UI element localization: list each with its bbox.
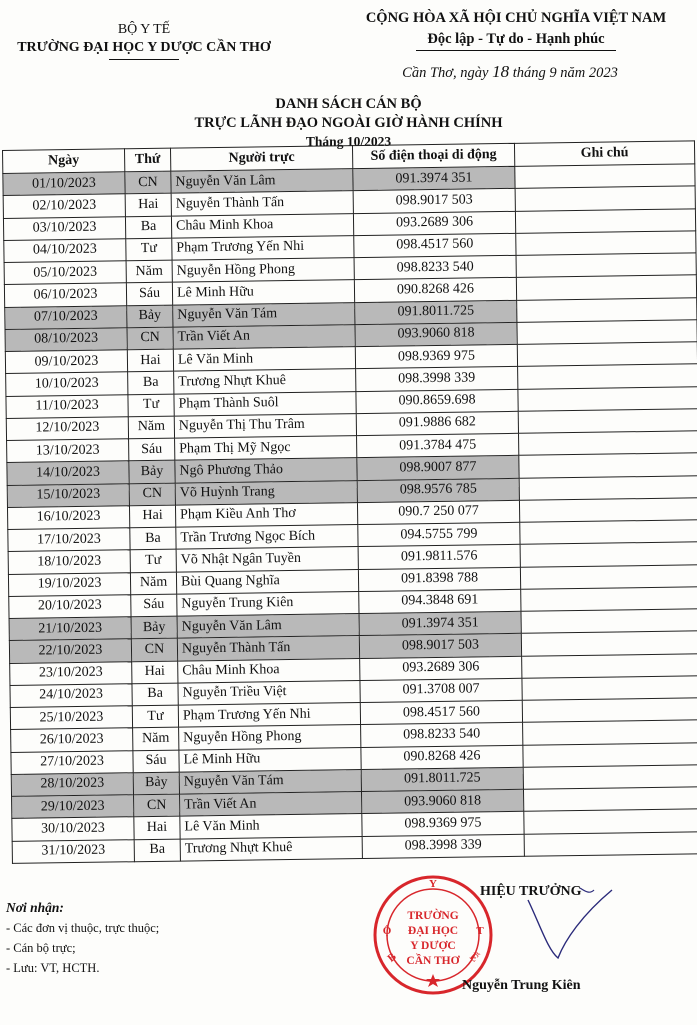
cell-person: Trương Nhựt Khuê [174, 369, 356, 394]
cell-person: Phạm Thành Suôl [174, 391, 356, 416]
cell-note [519, 475, 697, 500]
seal-ring-letter: Ế [467, 950, 481, 965]
header-date: Ngày [3, 149, 125, 174]
cell-weekday: Ba [132, 683, 178, 706]
cell-weekday: Tư [130, 549, 176, 572]
cell-note [515, 186, 695, 211]
national-header [336, 10, 696, 51]
cell-note [520, 520, 697, 545]
cell-person: Võ Nhật Ngân Tuyền [176, 547, 358, 572]
cell-phone: 093.2689 306 [360, 656, 522, 681]
cell-person: Trần Trương Ngọc Bích [176, 525, 358, 550]
cell-phone: 091.3784 475 [357, 433, 519, 458]
cell-phone: 098.3998 339 [356, 367, 518, 392]
cell-person: Lê Minh Hữu [179, 747, 361, 772]
cell-date: 26/10/2023 [11, 728, 133, 752]
cell-phone: 098.3998 339 [362, 834, 524, 859]
cell-weekday: Bảy [133, 772, 179, 795]
cell-date: 18/10/2023 [8, 550, 130, 574]
seal-star-icon [426, 974, 440, 987]
duty-roster-table [2, 140, 697, 863]
cell-note [519, 498, 697, 523]
cell-weekday: Ba [125, 216, 171, 239]
cell-phone: 091.3708 007 [360, 678, 522, 703]
cell-date: 25/10/2023 [10, 706, 132, 730]
recipient-item: - Cán bộ trực; [6, 941, 76, 955]
cell-person: Nguyễn Thành Tấn [171, 191, 353, 216]
cell-weekday: Năm [126, 260, 172, 283]
cell-phone: 091.3974 351 [353, 166, 515, 191]
cell-note [517, 342, 697, 367]
cell-weekday: CN [127, 327, 173, 350]
cell-note [524, 809, 697, 834]
cell-phone: 098.9369 975 [362, 812, 524, 837]
cell-note [516, 253, 696, 278]
cell-phone: 098.4517 560 [354, 233, 516, 258]
cell-phone: 093.9060 818 [355, 322, 517, 347]
cell-date: 11/10/2023 [6, 394, 128, 418]
cell-person: Trương Nhựt Khuê [180, 836, 362, 861]
header-weekday: Thứ [124, 148, 170, 172]
cell-weekday: Hai [132, 661, 178, 684]
cell-phone: 098.9017 503 [353, 189, 515, 214]
cell-date: 21/10/2023 [9, 617, 131, 641]
issue-date [360, 62, 660, 82]
cell-note [518, 409, 697, 434]
cell-weekday: Hai [129, 505, 175, 528]
cell-weekday: Bảy [127, 305, 173, 328]
cell-weekday: Bảy [129, 460, 175, 483]
national-motto: Độc lập - Tự do - Hạnh phúc [427, 31, 605, 47]
header-note: Ghi chú [514, 141, 694, 167]
cell-person: Nguyễn Hồng Phong [179, 725, 361, 750]
university-name: TRƯỜNG ĐẠI HỌC Y DƯỢC CẦN THƠ [17, 40, 271, 55]
cell-person: Phạm Thị Mỹ Ngọc [175, 436, 357, 461]
cell-date: 10/10/2023 [6, 372, 128, 396]
cell-phone: 098.4517 560 [360, 700, 522, 725]
seal-ring-letter: B [385, 950, 399, 965]
cell-weekday: Tư [126, 238, 172, 261]
cell-note [518, 364, 697, 389]
recipients-heading: Nơi nhận: [6, 900, 64, 915]
cell-note [522, 698, 697, 723]
cell-person: Nguyễn Văn Tám [179, 769, 361, 794]
cell-weekday: Hai [134, 816, 180, 839]
cell-date: 03/10/2023 [3, 216, 125, 240]
cell-weekday: Năm [133, 727, 179, 750]
cell-note [521, 587, 697, 612]
seal-ring-letter: Ộ [382, 925, 392, 937]
cell-date: 24/10/2023 [10, 683, 132, 707]
cell-person: Phạm Kiều Anh Thơ [175, 502, 357, 527]
cell-weekday: Ba [130, 527, 176, 550]
seal-ring-letter: T [476, 925, 484, 937]
cell-person: Lê Văn Minh [173, 347, 355, 372]
cell-weekday: CN [131, 638, 177, 661]
cell-date: 01/10/2023 [3, 172, 125, 196]
cell-note [522, 676, 697, 701]
cell-date: 22/10/2023 [9, 639, 131, 663]
cell-phone: 090.8268 426 [361, 745, 523, 770]
cell-person: Châu Minh Khoa [178, 658, 360, 683]
header-underline [109, 59, 179, 60]
cell-date: 13/10/2023 [7, 439, 129, 463]
cell-person: Châu Minh Khoa [171, 213, 353, 238]
cell-date: 29/10/2023 [12, 795, 134, 819]
date-prefix: Cần Thơ, ngày [402, 65, 489, 81]
cell-phone: 098.9576 785 [357, 478, 519, 503]
cell-person: Nguyễn Văn Tám [173, 302, 355, 327]
cell-phone: 098.9007 877 [357, 456, 519, 481]
cell-phone: 098.9369 975 [355, 344, 517, 369]
cell-weekday: Năm [130, 572, 176, 595]
cell-weekday: CN [129, 483, 175, 506]
cell-phone: 098.8233 540 [361, 723, 523, 748]
cell-person: Trần Viết An [173, 324, 355, 349]
cell-weekday: Sáu [133, 750, 179, 773]
republic-name: CỘNG HÒA XÃ HỘI CHỦ NGHĨA VIỆT NAM [365, 10, 667, 26]
cell-weekday: Tư [128, 394, 174, 417]
cell-weekday: Hai [125, 193, 171, 216]
cell-note [515, 164, 695, 189]
cell-phone: 091.3974 351 [359, 611, 521, 636]
cell-phone: 094.3848 691 [359, 589, 521, 614]
handwritten-signature [520, 880, 620, 970]
recipient-item: - Lưu: VT, HCTH. [6, 961, 100, 975]
cell-phone: 091.9886 682 [356, 411, 518, 436]
cell-date: 12/10/2023 [6, 417, 128, 441]
title-month: Tháng 10/2023 [305, 134, 392, 149]
cell-person: Nguyễn Văn Lâm [177, 614, 359, 639]
cell-person: Nguyễn Trung Kiên [177, 591, 359, 616]
cell-weekday: Sáu [126, 282, 172, 305]
seal-ring-letter: Y [429, 878, 437, 890]
cell-person: Bùi Quang Nghĩa [176, 569, 358, 594]
date-day: 18 [492, 62, 510, 81]
cell-weekday: CN [134, 794, 180, 817]
signatory-name: Nguyễn Trung Kiên [462, 978, 581, 993]
cell-note [517, 297, 697, 322]
cell-note [519, 431, 697, 456]
cell-person: Nguyễn Văn Lâm [171, 169, 353, 194]
cell-weekday: Sáu [129, 438, 175, 461]
header-phone: Số điện thoại di động [352, 143, 514, 168]
cell-note [522, 653, 697, 678]
cell-note [520, 564, 697, 589]
cell-person: Phạm Trương Yến Nhi [172, 235, 354, 260]
cell-date: 14/10/2023 [7, 461, 129, 485]
seal-text-line: ĐẠI HỌC [407, 925, 459, 937]
cell-weekday: Ba [134, 839, 180, 862]
cell-note [518, 386, 697, 411]
seal-text-line: CẦN THƠ [406, 955, 460, 967]
cell-date: 02/10/2023 [3, 194, 125, 218]
recipient-item: - Các đơn vị thuộc, trực thuộc; [6, 921, 160, 935]
cell-person: Nguyễn Triều Việt [178, 680, 360, 705]
motto-underline [416, 50, 616, 51]
cell-date: 08/10/2023 [5, 328, 127, 352]
cell-person: Nguyễn Hồng Phong [172, 258, 354, 283]
cell-weekday: Tư [132, 705, 178, 728]
date-suffix: tháng 9 năm 2023 [512, 65, 618, 81]
cell-date: 30/10/2023 [12, 817, 134, 841]
cell-person: Võ Huỳnh Trang [175, 480, 357, 505]
cell-date: 09/10/2023 [5, 350, 127, 374]
cell-person: Lê Minh Hữu [172, 280, 354, 305]
cell-phone: 094.5755 799 [358, 522, 520, 547]
cell-date: 31/10/2023 [12, 839, 134, 863]
cell-note [524, 831, 697, 856]
title-line-2: TRỰC LÃNH ĐẠO NGOÀI GIỜ HÀNH CHÍNH [194, 115, 503, 131]
cell-date: 28/10/2023 [11, 772, 133, 796]
cell-phone: 091.8398 788 [358, 567, 520, 592]
cell-date: 17/10/2023 [8, 528, 130, 552]
signatory-title: HIỆU TRƯỞNG [480, 884, 582, 899]
cell-date: 23/10/2023 [10, 661, 132, 685]
cell-note [515, 208, 695, 233]
cell-person: Nguyễn Thành Tấn [177, 636, 359, 661]
cell-date: 07/10/2023 [5, 305, 127, 329]
cell-weekday: Sáu [131, 594, 177, 617]
agency-header [0, 22, 288, 60]
cell-note [523, 787, 697, 812]
cell-phone: 091.8011.725 [361, 767, 523, 792]
cell-note [523, 742, 697, 767]
cell-note [523, 765, 697, 790]
cell-date: 04/10/2023 [4, 239, 126, 263]
cell-person: Nguyễn Thị Thu Trâm [174, 413, 356, 438]
cell-date: 27/10/2023 [11, 750, 133, 774]
cell-phone: 091.9811.576 [358, 545, 520, 570]
cell-person: Ngô Phương Thảo [175, 458, 357, 483]
cell-phone: 091.8011.725 [355, 300, 517, 325]
cell-weekday: Ba [128, 371, 174, 394]
cell-phone: 090.7 250 077 [357, 500, 519, 525]
cell-weekday: Năm [128, 416, 174, 439]
cell-note [523, 720, 697, 745]
ministry-name: BỘ Y TẾ [117, 22, 171, 37]
cell-weekday: Hai [127, 349, 173, 372]
cell-note [517, 320, 697, 345]
cell-person: Phạm Trương Yến Nhi [178, 703, 360, 728]
cell-phone: 090.8659.698 [356, 389, 518, 414]
cell-date: 16/10/2023 [7, 506, 129, 530]
cell-phone: 090.8268 426 [354, 278, 516, 303]
cell-weekday: Bảy [131, 616, 177, 639]
cell-note [519, 453, 697, 478]
cell-note [516, 275, 696, 300]
cell-note [520, 542, 697, 567]
cell-date: 19/10/2023 [8, 572, 130, 596]
table-body [3, 164, 697, 863]
cell-person: Lê Văn Minh [180, 814, 362, 839]
header-person: Người trực [170, 146, 352, 172]
cell-phone: 098.9017 503 [359, 634, 521, 659]
cell-note [521, 609, 697, 634]
cell-person: Trần Viết An [180, 792, 362, 817]
recipients-block [6, 900, 159, 976]
cell-phone: 098.8233 540 [354, 255, 516, 280]
cell-date: 15/10/2023 [7, 483, 129, 507]
seal-text-line: TRƯỜNG [407, 910, 459, 922]
seal-text-line: Y DƯỢC [410, 940, 456, 952]
cell-date: 05/10/2023 [4, 261, 126, 285]
cell-date: 06/10/2023 [4, 283, 126, 307]
cell-note [516, 231, 696, 256]
cell-phone: 093.9060 818 [361, 789, 523, 814]
cell-weekday: CN [125, 171, 171, 194]
cell-note [521, 631, 697, 656]
cell-date: 20/10/2023 [9, 594, 131, 618]
title-line-1: DANH SÁCH CÁN BỘ [275, 96, 422, 112]
cell-phone: 093.2689 306 [353, 211, 515, 236]
